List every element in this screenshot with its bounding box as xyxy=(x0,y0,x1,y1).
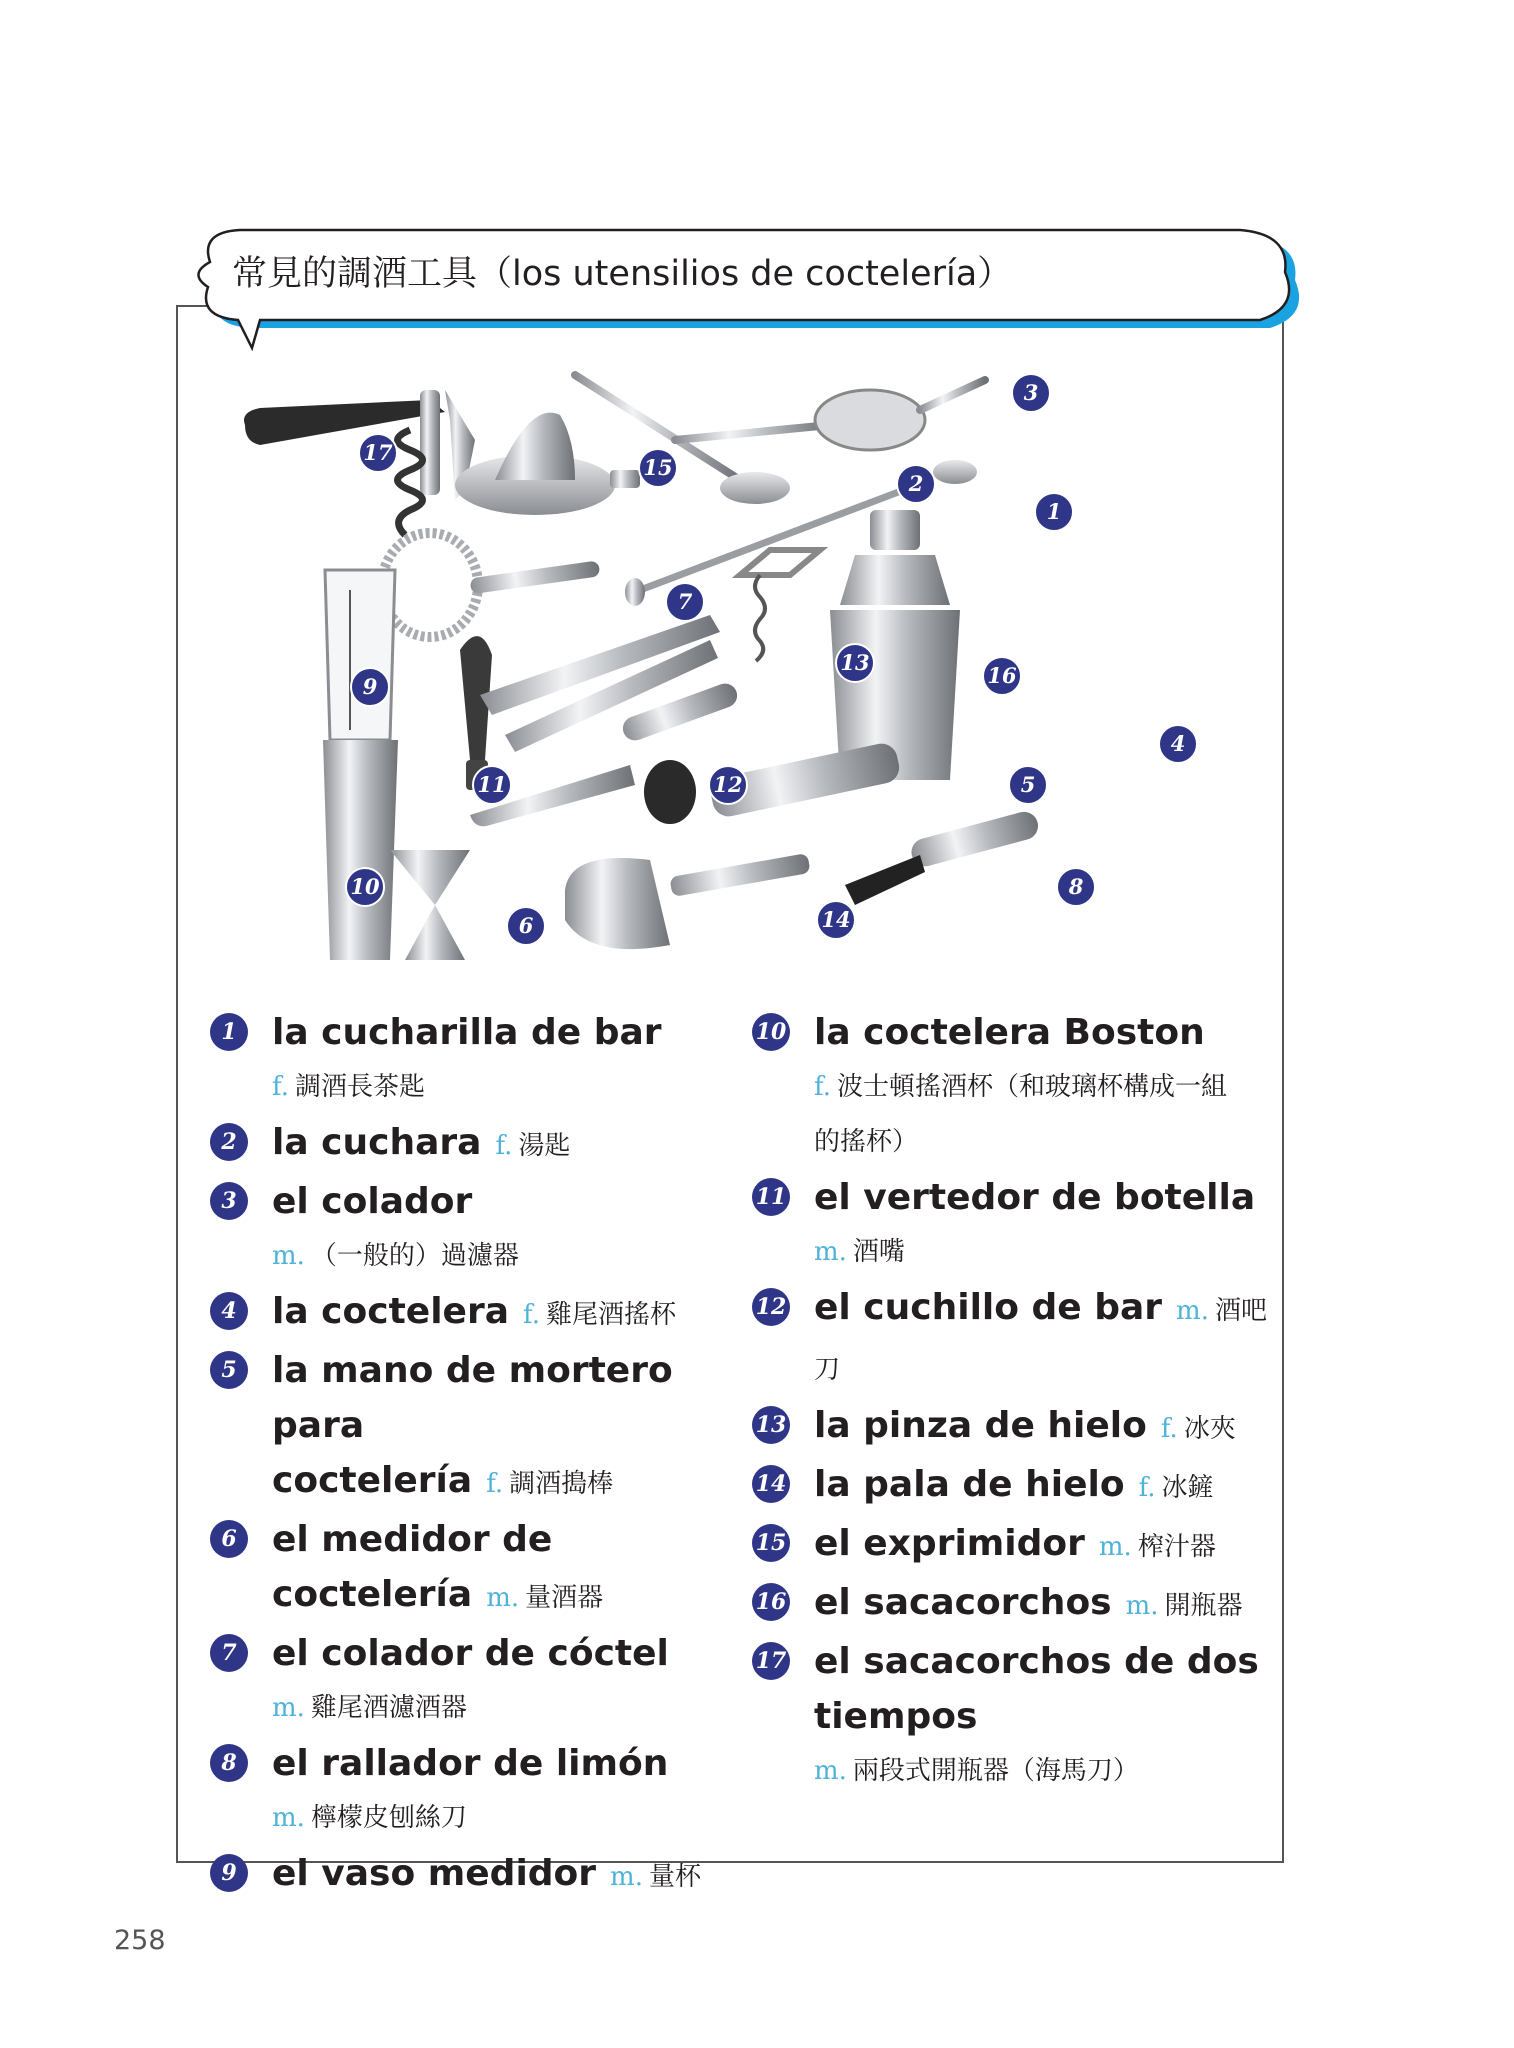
translation-11: 酒嘴 xyxy=(852,1237,905,1267)
translation-5: 調酒搗棒 xyxy=(509,1469,614,1499)
svg-text:17: 17 xyxy=(363,440,393,465)
svg-text:5: 5 xyxy=(1020,772,1036,797)
gender-7: m. xyxy=(272,1693,305,1723)
juicer-image xyxy=(455,413,640,515)
ice-scoop-image xyxy=(565,853,811,949)
badge-7: 7 xyxy=(210,1634,248,1672)
vocab-entry-4 xyxy=(210,1284,730,1343)
vocab-entry-13 xyxy=(752,1398,1272,1457)
vocab-entry-10 xyxy=(752,1005,1272,1170)
vocab-entry-9 xyxy=(210,1846,730,1905)
translation-1: 調酒長茶匙 xyxy=(294,1072,425,1102)
badge-8: 8 xyxy=(210,1744,248,1782)
translation-10: 波士頓搖酒杯（和玻璃杯構成一組 xyxy=(836,1072,1227,1102)
term-14: la pala de hielo xyxy=(814,1464,1125,1505)
gender-6: m. xyxy=(486,1583,520,1613)
svg-text:10: 10 xyxy=(350,874,380,899)
badge-5: 5 xyxy=(210,1351,248,1389)
term-7: el colador de cóctel xyxy=(272,1633,669,1674)
term-16: el sacacorchos xyxy=(814,1582,1112,1623)
translation-16: 開瓶器 xyxy=(1164,1591,1243,1621)
svg-text:1: 1 xyxy=(1046,499,1062,524)
translation-3: （一般的）過濾器 xyxy=(310,1241,519,1271)
jigger-image xyxy=(390,850,470,960)
badge-14: 14 xyxy=(752,1465,790,1503)
term-9: el vaso medidor xyxy=(272,1853,597,1894)
term-17-cont: tiempos xyxy=(814,1696,978,1737)
badge-12: 12 xyxy=(752,1288,790,1326)
mixing-glass-image xyxy=(325,570,395,740)
photo-badge-3 xyxy=(1012,374,1050,412)
badge-11: 11 xyxy=(752,1178,790,1216)
translation-17: 兩段式開瓶器（海馬刀） xyxy=(852,1756,1139,1786)
term-6: el medidor de xyxy=(272,1519,553,1560)
svg-text:15: 15 xyxy=(643,455,673,480)
badge-13: 13 xyxy=(752,1406,790,1444)
vocab-entry-8 xyxy=(210,1736,730,1846)
lemon-zester-image xyxy=(845,809,1041,905)
photo-badge-13 xyxy=(836,644,874,682)
vocab-entry-1 xyxy=(210,1005,730,1115)
photo-badge-17 xyxy=(359,434,397,472)
term-8: el rallador de limón xyxy=(272,1743,669,1784)
vocab-entry-5 xyxy=(210,1343,730,1512)
photo-badge-16 xyxy=(983,657,1021,695)
gender-5: f. xyxy=(486,1469,504,1499)
term-15: el exprimidor xyxy=(814,1523,1085,1564)
gender-16: m. xyxy=(1125,1591,1159,1621)
vocab-entry-14 xyxy=(752,1457,1272,1516)
term-11: el vertedor de botella xyxy=(814,1177,1256,1218)
translation-4: 雞尾酒搖杯 xyxy=(545,1300,676,1330)
svg-text:3: 3 xyxy=(1023,380,1039,405)
ice-tongs-image xyxy=(480,615,720,752)
boston-tin-image xyxy=(323,740,398,960)
vocab-entry-12 xyxy=(752,1280,1272,1398)
gender-17: m. xyxy=(814,1756,847,1786)
term-3: el colador xyxy=(272,1181,473,1222)
term-10: la coctelera Boston xyxy=(814,1012,1205,1053)
svg-text:11: 11 xyxy=(477,772,507,797)
translation-15: 榨汁器 xyxy=(1137,1532,1216,1562)
photo-badge-12 xyxy=(709,766,747,804)
badge-16: 16 xyxy=(752,1583,790,1621)
term-5: la mano de mortero para xyxy=(272,1350,673,1446)
photo-badge-11 xyxy=(473,766,511,804)
svg-text:8: 8 xyxy=(1068,874,1084,899)
photo-badge-15 xyxy=(639,449,677,487)
vocab-entry-6 xyxy=(210,1512,730,1626)
translation-9: 量杯 xyxy=(648,1862,701,1892)
badge-17: 17 xyxy=(752,1642,790,1680)
bar-tools-illustration xyxy=(230,360,1260,980)
gender-12: m. xyxy=(1176,1296,1209,1326)
vocab-entry-2 xyxy=(210,1115,730,1174)
badge-1: 1 xyxy=(210,1013,248,1051)
svg-text:6: 6 xyxy=(518,913,534,938)
gender-4: f. xyxy=(523,1300,540,1330)
gender-2: f. xyxy=(495,1131,513,1161)
fine-strainer-image xyxy=(675,380,985,450)
gender-9: m. xyxy=(610,1862,643,1892)
photo-badge-10 xyxy=(346,868,384,906)
badge-15: 15 xyxy=(752,1524,790,1562)
photo-badge-7 xyxy=(666,583,704,621)
gender-13: f. xyxy=(1160,1414,1178,1444)
vocab-entry-7 xyxy=(210,1626,730,1736)
muddler-image xyxy=(644,741,902,824)
photo-badge-8 xyxy=(1057,868,1095,906)
gender-10: f. xyxy=(814,1072,831,1102)
svg-text:7: 7 xyxy=(677,589,693,614)
term-13: la pinza de hielo xyxy=(814,1405,1147,1446)
gender-8: m. xyxy=(272,1803,305,1833)
waiters-corkscrew-image xyxy=(244,390,475,535)
term-12: el cuchillo de bar xyxy=(814,1287,1163,1328)
photo-badge-6 xyxy=(507,907,545,945)
photo-badge-14 xyxy=(817,901,855,939)
translation-6: 量酒器 xyxy=(525,1583,604,1613)
term-4: la coctelera xyxy=(272,1291,510,1332)
photo-badge-4 xyxy=(1159,725,1197,763)
t-corkscrew-image xyxy=(740,550,820,661)
term-17: el sacacorchos de dos xyxy=(814,1641,1259,1682)
vocab-entry-16 xyxy=(752,1575,1272,1634)
photo-badge-9 xyxy=(351,668,389,706)
svg-text:16: 16 xyxy=(987,663,1017,688)
badge-9: 9 xyxy=(210,1854,248,1892)
translation-8: 檸檬皮刨絲刀 xyxy=(310,1803,467,1833)
svg-text:2: 2 xyxy=(908,471,924,496)
svg-text:14: 14 xyxy=(821,907,851,932)
term-6-cont: coctelería xyxy=(272,1574,473,1615)
hawthorne-strainer-image xyxy=(382,533,600,637)
vocab-entry-11 xyxy=(752,1170,1272,1280)
term-5-cont: coctelería xyxy=(272,1460,473,1501)
svg-text:12: 12 xyxy=(713,772,743,797)
gender-3: m. xyxy=(272,1241,305,1271)
photo-badge-1 xyxy=(1035,493,1073,531)
vocab-list-right xyxy=(752,1005,1272,1799)
badge-10: 10 xyxy=(752,1013,790,1051)
gender-14: f. xyxy=(1138,1473,1156,1503)
page-number: 258 xyxy=(114,1925,166,1956)
photo-badge-5 xyxy=(1009,766,1047,804)
translation-10-cont: 的搖杯） xyxy=(814,1127,919,1157)
translation-13: 冰夾 xyxy=(1183,1414,1236,1444)
term-2: la cuchara xyxy=(272,1122,482,1163)
term-1: la cucharilla de bar xyxy=(272,1012,662,1053)
translation-2: 湯匙 xyxy=(518,1131,571,1161)
gender-11: m. xyxy=(814,1237,847,1267)
vocab-list-left xyxy=(210,1005,730,1905)
photo-badge-2 xyxy=(897,465,935,503)
vocab-entry-17 xyxy=(752,1634,1272,1799)
page-title: 常見的調酒工具（los utensilios de coctelería） xyxy=(232,254,1013,294)
vocab-entry-15 xyxy=(752,1516,1272,1575)
gender-15: m. xyxy=(1098,1532,1132,1562)
badge-4: 4 xyxy=(210,1292,248,1330)
translation-7: 雞尾酒濾酒器 xyxy=(310,1693,467,1723)
svg-text:4: 4 xyxy=(1170,731,1186,756)
gender-1: f. xyxy=(272,1072,289,1102)
badge-6: 6 xyxy=(210,1520,248,1558)
translation-14: 冰鏟 xyxy=(1161,1473,1214,1503)
svg-text:13: 13 xyxy=(840,650,870,675)
badge-3: 3 xyxy=(210,1182,248,1220)
svg-text:9: 9 xyxy=(362,674,378,699)
vocab-entry-3 xyxy=(210,1174,730,1284)
badge-2: 2 xyxy=(210,1123,248,1161)
translation-12: 酒吧刀 xyxy=(814,1296,1267,1385)
